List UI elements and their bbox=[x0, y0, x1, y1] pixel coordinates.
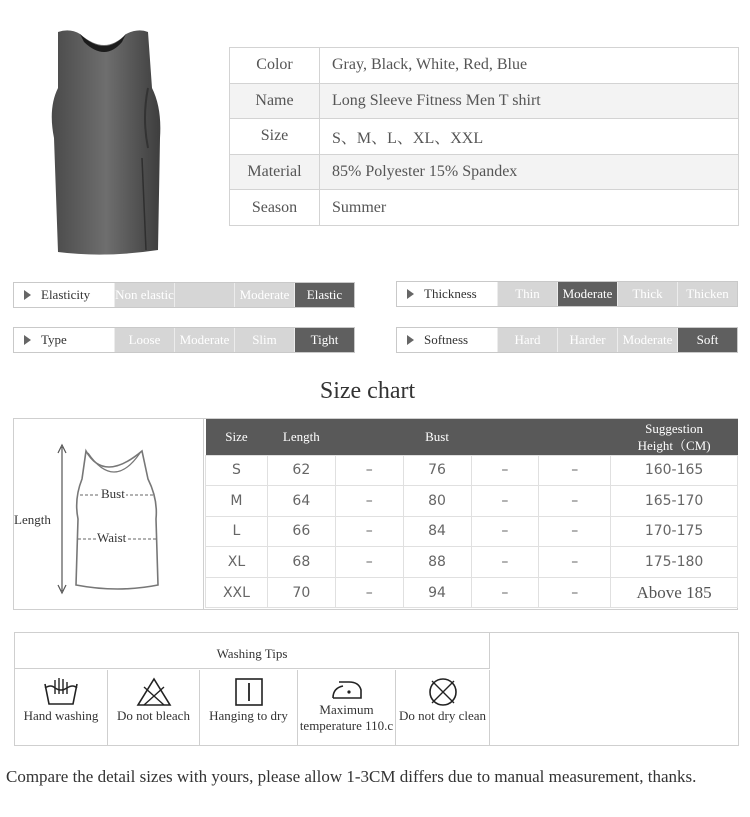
elasticity-option bbox=[174, 283, 234, 307]
triangle-icon bbox=[24, 290, 31, 300]
spec-key: Size bbox=[230, 119, 320, 155]
dash-cell: – bbox=[335, 547, 403, 578]
bust-cell: 94 bbox=[403, 577, 471, 608]
spec-key: Season bbox=[230, 190, 320, 226]
type-label: Type bbox=[41, 332, 67, 347]
size-cell: XL bbox=[206, 547, 268, 578]
spec-value: Long Sleeve Fitness Men T shirt bbox=[320, 83, 739, 119]
spec-row-season bbox=[230, 190, 739, 226]
bust-cell: 84 bbox=[403, 516, 471, 547]
washing-tips bbox=[14, 632, 739, 746]
table-row bbox=[206, 486, 738, 517]
wash-item-label: Hand washing bbox=[23, 708, 99, 723]
length-cell: 64 bbox=[267, 486, 335, 517]
wash-item-label: Do not bleach bbox=[117, 708, 190, 723]
softness-option: Moderate bbox=[617, 328, 677, 352]
spec-row-material bbox=[230, 154, 739, 190]
spec-value: Summer bbox=[320, 190, 739, 226]
softness-option-selected: Soft bbox=[677, 328, 737, 352]
size-diagram bbox=[14, 419, 204, 609]
dash-cell: – bbox=[471, 577, 539, 608]
softness-option: Harder bbox=[557, 328, 617, 352]
size-chart-title: Size chart bbox=[319, 378, 416, 404]
elasticity-option: Moderate bbox=[234, 283, 294, 307]
hand-wash-icon bbox=[41, 676, 81, 708]
bust-cell: 76 bbox=[403, 455, 471, 486]
suggestion-text: Suggestion bbox=[645, 420, 703, 436]
height-text: Height（CM) bbox=[637, 437, 711, 453]
softness-bar bbox=[396, 327, 738, 353]
table-row bbox=[206, 577, 738, 608]
col-bust: Bust bbox=[403, 419, 471, 455]
thickness-bar bbox=[396, 281, 738, 307]
table-row bbox=[206, 547, 738, 578]
dash-cell: – bbox=[539, 455, 611, 486]
size-cell: XXL bbox=[206, 577, 268, 608]
height-cell: 170-175 bbox=[611, 516, 738, 547]
bust-cell: 88 bbox=[403, 547, 471, 578]
thickness-option: Thick bbox=[617, 282, 677, 306]
dash-cell: – bbox=[539, 577, 611, 608]
wash-item-label: Hanging to dry bbox=[209, 708, 288, 723]
no-dry-clean-icon bbox=[426, 676, 460, 708]
wash-item-hand bbox=[15, 670, 108, 746]
triangle-icon bbox=[24, 335, 31, 345]
col-size: Size bbox=[206, 419, 268, 455]
length-cell: 70 bbox=[267, 577, 335, 608]
softness-option: Hard bbox=[497, 328, 557, 352]
spec-value: 85% Polyester 15% Spandex bbox=[320, 154, 739, 190]
table-row bbox=[206, 455, 738, 486]
spec-table bbox=[229, 47, 739, 226]
waist-label: Waist bbox=[97, 530, 127, 545]
length-cell: 68 bbox=[267, 547, 335, 578]
spec-key: Name bbox=[230, 83, 320, 119]
wash-item-dry-clean bbox=[396, 670, 490, 746]
wash-item-label: Do not dry clean bbox=[398, 708, 486, 723]
size-table bbox=[205, 419, 738, 608]
spec-row-color bbox=[230, 48, 739, 84]
col-suggestion-height bbox=[611, 419, 738, 455]
dash-cell: – bbox=[539, 516, 611, 547]
elasticity-option: Non elastic bbox=[114, 283, 174, 307]
dash-cell: – bbox=[471, 516, 539, 547]
table-row bbox=[206, 516, 738, 547]
height-cell: 160-165 bbox=[611, 455, 738, 486]
bust-cell: 80 bbox=[403, 486, 471, 517]
length-label: Length bbox=[14, 512, 51, 527]
type-option: Loose bbox=[114, 328, 174, 352]
elasticity-bar bbox=[13, 282, 355, 308]
wash-item-bleach bbox=[108, 670, 200, 746]
dash-cell: – bbox=[471, 486, 539, 517]
wash-item-label: Maximum temperature 110.c bbox=[299, 702, 394, 733]
thickness-option: Thicken bbox=[677, 282, 737, 306]
dash-cell: – bbox=[335, 577, 403, 608]
spec-row-size bbox=[230, 119, 739, 155]
spec-key: Color bbox=[230, 48, 320, 84]
type-option: Moderate bbox=[174, 328, 234, 352]
height-cell: Above 185 bbox=[611, 577, 738, 608]
softness-label: Softness bbox=[424, 332, 469, 347]
dash-cell: – bbox=[335, 486, 403, 517]
col-length: Length bbox=[267, 419, 335, 455]
thickness-label: Thickness bbox=[424, 286, 477, 301]
hang-dry-icon bbox=[233, 676, 265, 708]
dash-cell: – bbox=[539, 547, 611, 578]
height-cell: 165-170 bbox=[611, 486, 738, 517]
spec-key: Material bbox=[230, 154, 320, 190]
elasticity-label: Elasticity bbox=[41, 287, 91, 302]
iron-icon bbox=[327, 676, 367, 702]
dash-cell: – bbox=[335, 516, 403, 547]
measurement-note: Compare the detail sizes with yours, please allow 1-3CM differs due to manual measurement, thanks. bbox=[6, 767, 697, 786]
height-cell: 175-180 bbox=[611, 547, 738, 578]
no-bleach-icon bbox=[136, 676, 172, 708]
dash-cell: – bbox=[471, 547, 539, 578]
thickness-option: Thin bbox=[497, 282, 557, 306]
spec-value: S、M、L、XL、XXL bbox=[320, 119, 739, 155]
triangle-icon bbox=[407, 335, 414, 345]
spec-value: Gray, Black, White, Red, Blue bbox=[320, 48, 739, 84]
wash-item-iron bbox=[298, 670, 396, 746]
length-cell: 62 bbox=[267, 455, 335, 486]
size-cell: L bbox=[206, 516, 268, 547]
dash-cell: – bbox=[471, 455, 539, 486]
type-option-selected: Tight bbox=[294, 328, 354, 352]
length-cell: 66 bbox=[267, 516, 335, 547]
product-image bbox=[30, 28, 180, 256]
size-cell: M bbox=[206, 486, 268, 517]
type-bar bbox=[13, 327, 355, 353]
dash-cell: – bbox=[539, 486, 611, 517]
size-cell: S bbox=[206, 455, 268, 486]
washing-tips-title: Washing Tips bbox=[15, 633, 490, 669]
bust-label: Bust bbox=[101, 486, 125, 501]
thickness-option-selected: Moderate bbox=[557, 282, 617, 306]
tank-top-diagram-icon bbox=[54, 439, 194, 599]
spec-row-name bbox=[230, 83, 739, 119]
size-table-header bbox=[206, 419, 738, 455]
size-chart bbox=[13, 418, 738, 610]
triangle-icon bbox=[407, 289, 414, 299]
wash-item-hang bbox=[200, 670, 298, 746]
elasticity-option-selected: Elastic bbox=[294, 283, 354, 307]
type-option: Slim bbox=[234, 328, 294, 352]
dash-cell: – bbox=[335, 455, 403, 486]
